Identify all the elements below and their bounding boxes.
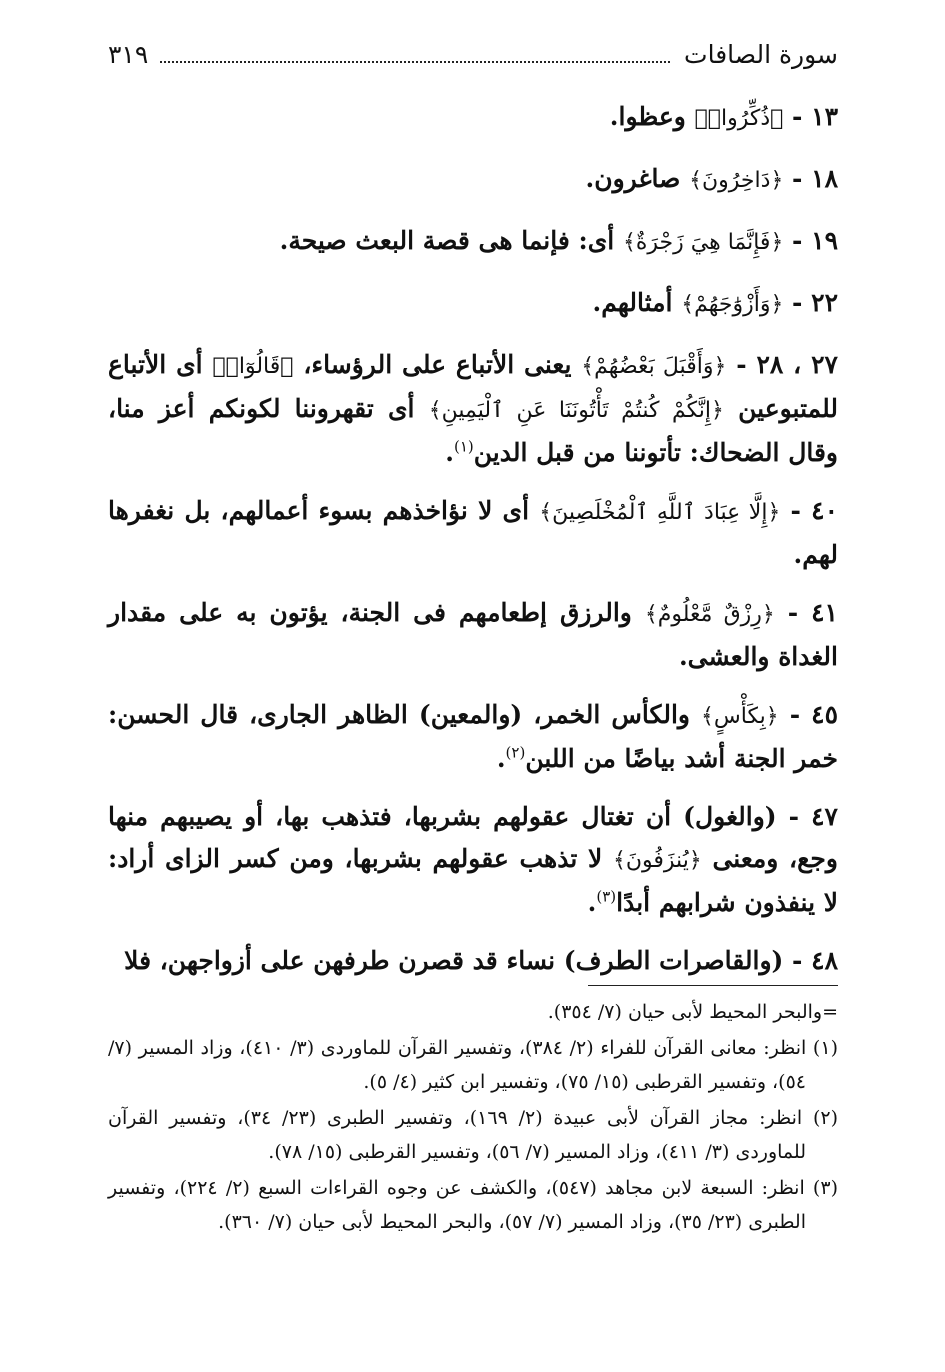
footnote-separator [588,985,838,986]
book-page [108,40,838,1233]
entry-47: ٤٧ - (والغول) أن تغتال عقولهم بشربها، فتذهب بها، أو يصيبهم منها وجع، ومعنى ﴿يُنزَفُونَ﴾ لا تذهب عقولهم بشربها، ومن كسر الزاى أراد: لا ينفذون شرابهم أبدًا$^{(٣)}$. [108,802,838,917]
quran-phrase: ﴿وَأَقْبَلَ بَعْضُهُمْ﴾ [581,354,727,379]
gloss: أى لا نؤاخذهم بسوء أعمالهم، بل نغفرها لهم. [108,496,838,569]
header-dot-leader [160,47,670,63]
entry-45: ٤٥ - ﴿بِكَأْسٍ﴾ والكأس الخمر، (والمعين) الظاهر الجارى، قال الحسن: خمر الجنة أشد بياضًا من اللبن$^{(٢)}$. [108,700,838,773]
quran-phrase: ﴿دَاخِرُونَ﴾ [689,168,784,193]
surah-title: سورة الصافات [684,40,838,69]
gloss: يعنى الأتباع على الرؤساء، [303,350,572,379]
footnote-marker: (٢) [505,743,526,762]
gloss: أى: فإنما هى قصة البعث صيحة. [279,226,615,255]
verse-number: ١٣ [811,102,838,131]
verse-number: ٢٢ [811,288,838,317]
footnote-marker: (٣) [596,887,617,906]
entry-13: ١٣ - ﴿ذُكِّرُوا۟﴾ وعظوا. [609,102,838,131]
verse-number: ٤٠ [811,496,838,525]
verse-number: ١٨ [811,164,838,193]
gloss: صاغرون. [585,164,681,193]
quran-phrase: ﴿يُنزَفُونَ﴾ [612,848,702,873]
gloss: (والغول) أن تغتال عقولهم بشربها، فتذهب بها، أو يصيبهم منها وجع، ومعنى [108,802,838,873]
entry-27-28: ٢٧ ، ٢٨ - ﴿وَأَقْبَلَ بَعْضُهُمْ﴾ يعنى الأتباع على الرؤساء، ﴿قَالُوٓا۟﴾ أى الأتباع للمتبوعين ﴿إِنَّكُمْ كُنتُمْ تَأْتُونَنَا عَنِ ٱلْيَمِينِ﴾ أى تقهروننا لكونكم أعز منا، وقال الضحاك: تأتوننا من قبل الدين$^{(١)}$. [108,350,838,467]
footnote-marker: (١) [453,437,474,456]
quran-phrase: ﴿قَالُوٓا۟﴾ [212,354,294,379]
quran-phrase: ﴿ذُكِّرُوا۟﴾ [694,106,784,131]
entry-18: ١٨ - ﴿دَاخِرُونَ﴾ صاغرون. [585,164,838,193]
gloss: أمثالهم. [592,288,673,317]
footnotes [108,995,838,1241]
verse-number: ٤٥ [811,700,838,729]
footnote-continuation: =والبحر المحيط لأبى حيان (٧/ ٣٥٤). [547,1001,838,1023]
entry-19: ١٩ - ﴿فَإِنَّمَا هِيَ زَجْرَةٌ﴾ أى: فإنما هى قصة البعث صيحة. [279,226,838,255]
verse-number: ١٩ [811,226,838,255]
page-number: ٣١٩ [108,40,149,69]
quran-phrase: ﴿فَإِنَّمَا هِيَ زَجْرَةٌ﴾ [622,230,784,255]
verse-number: ٤١ [811,598,838,627]
gloss: وعظوا. [609,102,686,131]
gloss: أى الأتباع للمتبوعين [108,350,838,423]
quran-phrase: ﴿إِلَّا عِبَادَ ٱللَّهِ ٱلْمُخْلَصِينَ﴾ [539,500,781,525]
entry-40: ٤٠ - ﴿إِلَّا عِبَادَ ٱللَّهِ ٱلْمُخْلَصِينَ﴾ أى لا نؤاخذهم بسوء أعمالهم، بل نغفرها لهم. [108,496,838,569]
gloss: لا تذهب عقولهم بشربها، ومن كسر الزاى أراد: لا ينفذون شرابهم أبدًا [108,844,838,917]
verse-number: ٤٨ [811,946,838,975]
quran-phrase: ﴿إِنَّكُمْ كُنتُمْ تَأْتُونَنَا عَنِ ٱلْيَمِينِ﴾ [428,398,724,423]
quran-phrase: ﴿بِكَأْسٍ﴾ [701,704,779,729]
gloss: والكأس الخمر، (والمعين) الظاهر الجارى، قال الحسن: خمر الجنة أشد بياضًا من اللبن [108,700,838,773]
entry-22: ٢٢ - ﴿وَأَزْوَٰجَهُمْ﴾ أمثالهم. [592,288,838,317]
quran-phrase: ﴿رِزْقٌ مَّعْلُومٌ﴾ [644,602,775,627]
verse-number: ٢٧ ، ٢٨ [756,350,838,379]
gloss: أى تقهروننا لكونكم أعز منا، وقال الضحاك: تأتوننا من قبل الدين [108,394,838,467]
entry-41: ٤١ - ﴿رِزْقٌ مَّعْلُومٌ﴾ والرزق إطعامهم فى الجنة، يؤتون به على مقدار الغداة والعشى. [108,598,838,671]
verse-number: ٤٧ [811,802,838,831]
footnote-1: (١) انظر: معانى القرآن للفراء (٢/ ٣٨٤)، وتفسير القرآن للماوردى (٣/ ٤١٠)، وزاد المسير (٧/ ٥٤)، وتفسير القرطبى (١٥/ ٧٥)، وتفسير ابن كثير (٤/ ٥). [108,1037,838,1093]
footnote-3: (٣) انظر: السبعة لابن مجاهد (٥٤٧)، والكشف عن وجوه القراءات السبع (٢/ ٢٢٤)، وتفسير الطبرى (٢٣/ ٣٥)، وزاد المسير (٧/ ٥٧)، والبحر المحيط لأبى حيان (٧/ ٣٦٠). [108,1177,838,1233]
commentary-body [108,96,838,982]
running-header [108,40,838,88]
gloss: (والقاصرات الطرف) نساء قد قصرن طرفهن على أزواجهن، فلا [124,946,784,975]
quran-phrase: ﴿وَأَزْوَٰجَهُمْ﴾ [681,292,784,317]
entry-48: ٤٨ - (والقاصرات الطرف) نساء قد قصرن طرفهن على أزواجهن، فلا [124,946,838,975]
gloss: والرزق إطعامهم فى الجنة، يؤتون به على مقدار الغداة والعشى. [108,598,838,671]
footnote-2: (٢) انظر: مجاز القرآن لأبى عبيدة (٢/ ١٦٩)، وتفسير الطبرى (٢٣/ ٣٤)، وتفسير القرآن للماوردى (٣/ ٤١١)، وزاد المسير (٧/ ٥٦)، وتفسير القرطبى (١٥/ ٧٨). [108,1107,838,1163]
